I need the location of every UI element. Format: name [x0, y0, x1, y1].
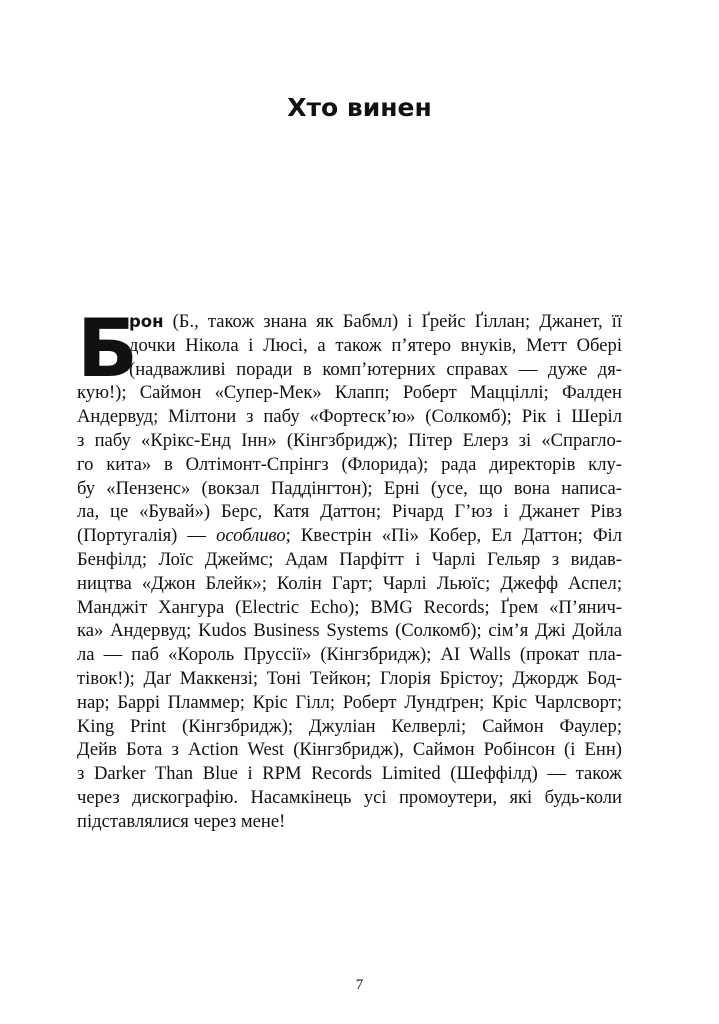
text-line: ка» Андервуд; Kudos Business Systems (Солкомб); сім’я Джі Дойла — [77, 620, 622, 642]
text-line: нар; Баррі Пламмер; Кріс Гілл; Роберт Лундґрен; Кріс Чарлсворт; — [77, 691, 622, 713]
text-line: з Darker Than Blue і RPM Records Limited (Шеффілд) — також — [77, 763, 622, 785]
page-number: 7 — [355, 977, 364, 993]
text-line: рон (Б., також знана як Бабмл) і Ґрейс Ґіллан; Джанет, її — [129, 311, 622, 332]
drop-cap: Б — [77, 302, 138, 395]
text-line: Дейв Бота з Action West (Кінгзбридж), Саймон Робінсон (і Енн) — [77, 739, 622, 761]
text-line: кую!); Саймон «Супер-Мек» Клапп; Роберт Мацціллі; Фалден — [77, 382, 622, 404]
text-line: Манджіт Хангура (Electric Echo); BMG Records; Ґрем «П’янич- — [77, 596, 622, 618]
text-line: підставлялися через мене! — [77, 810, 286, 832]
text-line: з пабу «Крікс-Енд Інн» (Кінгзбридж); Пітер Елерз зі «Спрагло- — [77, 429, 622, 451]
text-line: дочки Нікола і Люсі, а також п’ятеро внуків, Метт Обері — [129, 334, 622, 356]
text-line: (надважливі поради в комп’ютерних справах — дуже дя- — [129, 358, 622, 380]
text-line: (Португалія) — особливо; Квестрін «Пі» Кобер, Ел Даттон; Філ — [77, 525, 622, 547]
text-line: ництва «Джон Блейк»; Колін Гарт; Чарлі Льюїс; Джефф Аспел; — [77, 572, 622, 594]
text-line: бу «Пензенс» (вокзал Паддінгтон); Ерні (усе, що вона написа- — [77, 477, 622, 499]
text-line: King Print (Кінгзбридж); Джуліан Келверлі; Саймон Фаулер; — [77, 715, 622, 737]
text-line: Андервуд; Мілтони з пабу «Фортеск’ю» (Солкомб); Рік і Шеріл — [77, 406, 622, 428]
text-line: через дискографію. Насамкінець усі промоутери, які будь-коли — [77, 786, 622, 808]
emphasis: особливо — [216, 525, 286, 547]
text-line: Бенфілд; Лоїс Джеймс; Адам Парфітт і Чарлі Гельяр з видав- — [77, 548, 622, 570]
text-line: ла, це «Бувай») Берс, Катя Даттон; Річард Г’юз і Джанет Рівз — [77, 501, 622, 523]
acknowledgements-text — [77, 302, 622, 834]
text-line: тівок!); Даґ Маккензі; Тоні Тейкон; Глорія Брістоу; Джордж Бод- — [77, 667, 622, 689]
lead-word: рон — [129, 312, 164, 331]
text-line: ла — паб «Король Пруссії» (Кінгзбридж); AI Walls (прокат пла- — [77, 644, 622, 666]
text-line: го кита» в Олтімонт-Спрінгз (Флорида); рада директорів клу- — [77, 453, 622, 475]
chapter-heading: Хто винен — [287, 93, 432, 122]
